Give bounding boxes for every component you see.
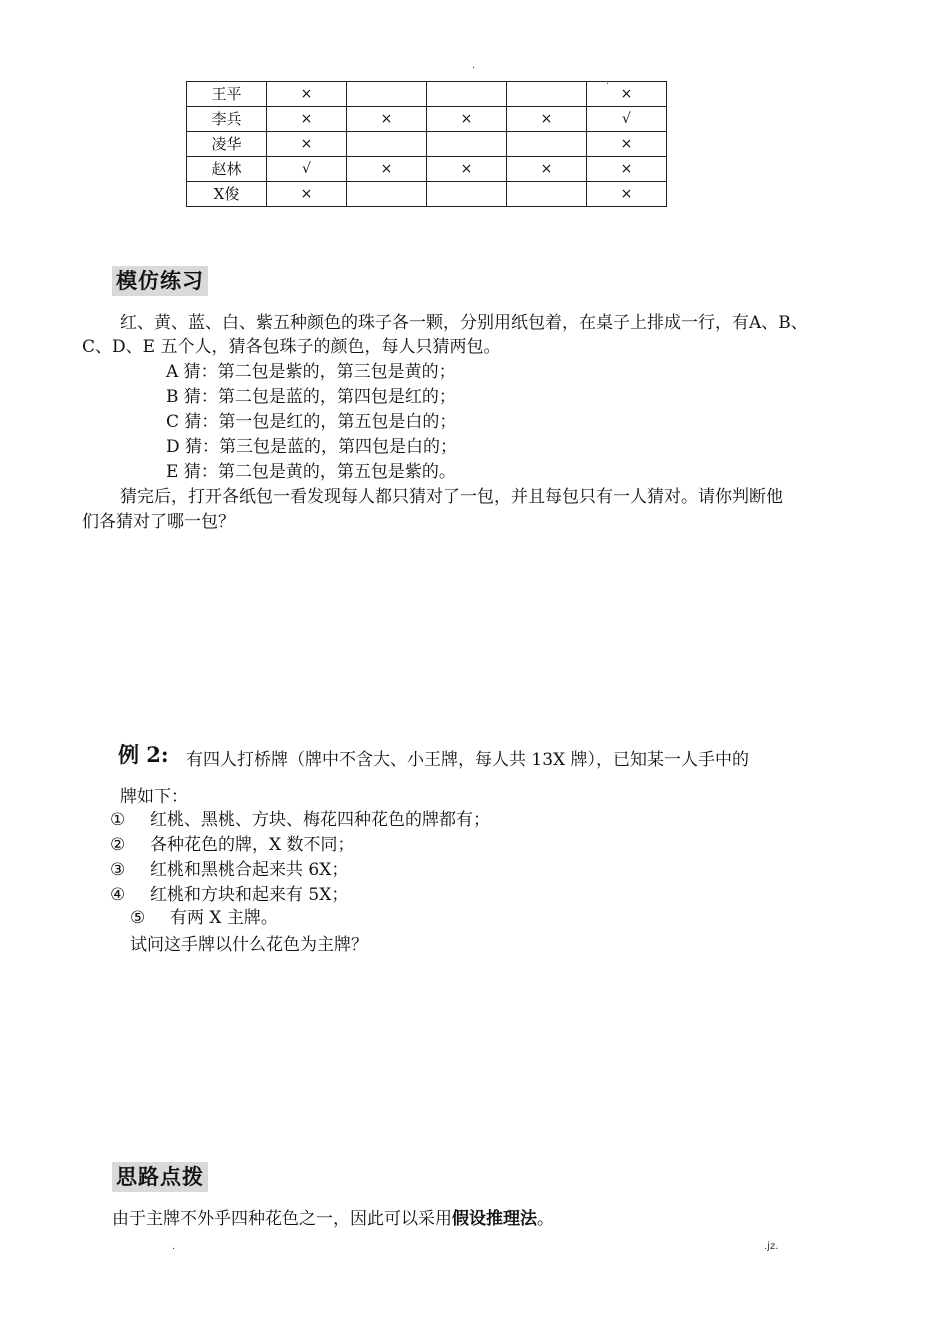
- guess-e: E 猜：第二包是黄的，第五包是紫的。: [166, 462, 456, 482]
- example2-label: 例 2:: [118, 742, 169, 767]
- condition-item: [110, 858, 348, 883]
- table-cell: ×: [267, 182, 347, 207]
- table-cell: ×: [587, 82, 667, 107]
- table-cell: ×: [267, 82, 347, 107]
- condition-item: [130, 906, 278, 931]
- practice-question-line1: 猜完后，打开各纸包一看发现每人都只猜对了一包，并且每包只有一人猜对。请你判断他: [120, 487, 783, 507]
- table-row: [187, 157, 667, 182]
- table-cell: ×: [507, 107, 587, 132]
- table-cell: ×: [347, 107, 427, 132]
- table-cell: √: [587, 107, 667, 132]
- row-name: 王平: [187, 82, 267, 107]
- condition-number: ⑤: [130, 908, 146, 928]
- table-cell: [427, 182, 507, 207]
- table-cell: ×: [267, 107, 347, 132]
- table-cell: [427, 82, 507, 107]
- table-cell: [347, 132, 427, 157]
- condition-text: 各种花色的牌，X 数不同；: [150, 835, 355, 855]
- table-cell: ×: [507, 157, 587, 182]
- condition-text: 红桃、黑桃、方块、梅花四种花色的牌都有；: [150, 810, 490, 830]
- guess-a: A 猜：第二包是紫的，第三包是黄的；: [166, 362, 456, 382]
- hint-text-after: 。: [537, 1209, 554, 1229]
- example2-line2: 牌如下：: [120, 787, 188, 807]
- condition-item: [110, 808, 490, 833]
- guess-c: C 猜：第一包是红的，第五包是白的；: [166, 412, 457, 432]
- table-cell: ×: [587, 132, 667, 157]
- hint-text-before: 由于主牌不外乎四种花色之一，因此可以采用: [112, 1209, 452, 1229]
- example2-line1: 有四人打桥牌（牌中不含大、小王牌，每人共 13X 牌），已知某一人手中的: [186, 750, 750, 770]
- practice-intro-line1: 红、黄、蓝、白、紫五种颜色的珠子各一颗，分别用纸包着，在桌子上排成一行，有A、B、: [120, 313, 808, 333]
- table-cell: √: [267, 157, 347, 182]
- table-cell: ×: [267, 132, 347, 157]
- table-cell: ×: [427, 107, 507, 132]
- table-cell: ×: [347, 157, 427, 182]
- footer-right: .jz.: [764, 1241, 779, 1252]
- row-name: 赵林: [187, 157, 267, 182]
- header-dot: .: [472, 60, 476, 71]
- condition-number: ①: [110, 810, 126, 830]
- condition-text: 红桃和黑桃合起来共 6X；: [150, 860, 349, 880]
- table-cell: [427, 132, 507, 157]
- guess-d: D 猜：第三包是蓝的，第四包是白的；: [166, 437, 458, 457]
- practice-intro-line2: C、D、E 五个人，猜各包珠子的颜色，每人只猜两包。: [82, 337, 501, 357]
- row-name: X俊: [187, 182, 267, 207]
- table-row: [187, 182, 667, 207]
- example2-question: 试问这手牌以什么花色为主牌？: [130, 935, 368, 955]
- hint-heading: 思路点拨: [112, 1162, 208, 1192]
- table-cell: [347, 182, 427, 207]
- practice-heading: 模仿练习: [112, 266, 208, 296]
- practice-question-line2: 们各猜对了哪一包？: [82, 512, 235, 532]
- condition-number: ②: [110, 835, 126, 855]
- guess-b: B 猜：第二包是蓝的，第四包是红的；: [166, 387, 456, 407]
- condition-text: 有两 X 主牌。: [170, 908, 278, 928]
- table-cell: ×: [427, 157, 507, 182]
- table-cell: ×: [587, 157, 667, 182]
- condition-item: [110, 883, 348, 908]
- table-row: [187, 82, 667, 107]
- table-cell: [507, 182, 587, 207]
- condition-number: ④: [110, 885, 126, 905]
- footer-left: .: [172, 1241, 176, 1252]
- table-cell: [507, 82, 587, 107]
- hint-text: [112, 1207, 554, 1232]
- table-cell: [347, 82, 427, 107]
- table-cell: ×: [587, 182, 667, 207]
- table-row: [187, 132, 667, 157]
- table-cell: [507, 132, 587, 157]
- hint-text-bold: 假设推理法: [452, 1209, 537, 1229]
- header-dot-right: .: [606, 76, 610, 87]
- row-name: 凌华: [187, 132, 267, 157]
- condition-item: [110, 833, 355, 858]
- row-name: 李兵: [187, 107, 267, 132]
- table-row: [187, 107, 667, 132]
- reasoning-table: [186, 81, 667, 207]
- condition-text: 红桃和方块和起来有 5X；: [150, 885, 349, 905]
- condition-number: ③: [110, 860, 126, 880]
